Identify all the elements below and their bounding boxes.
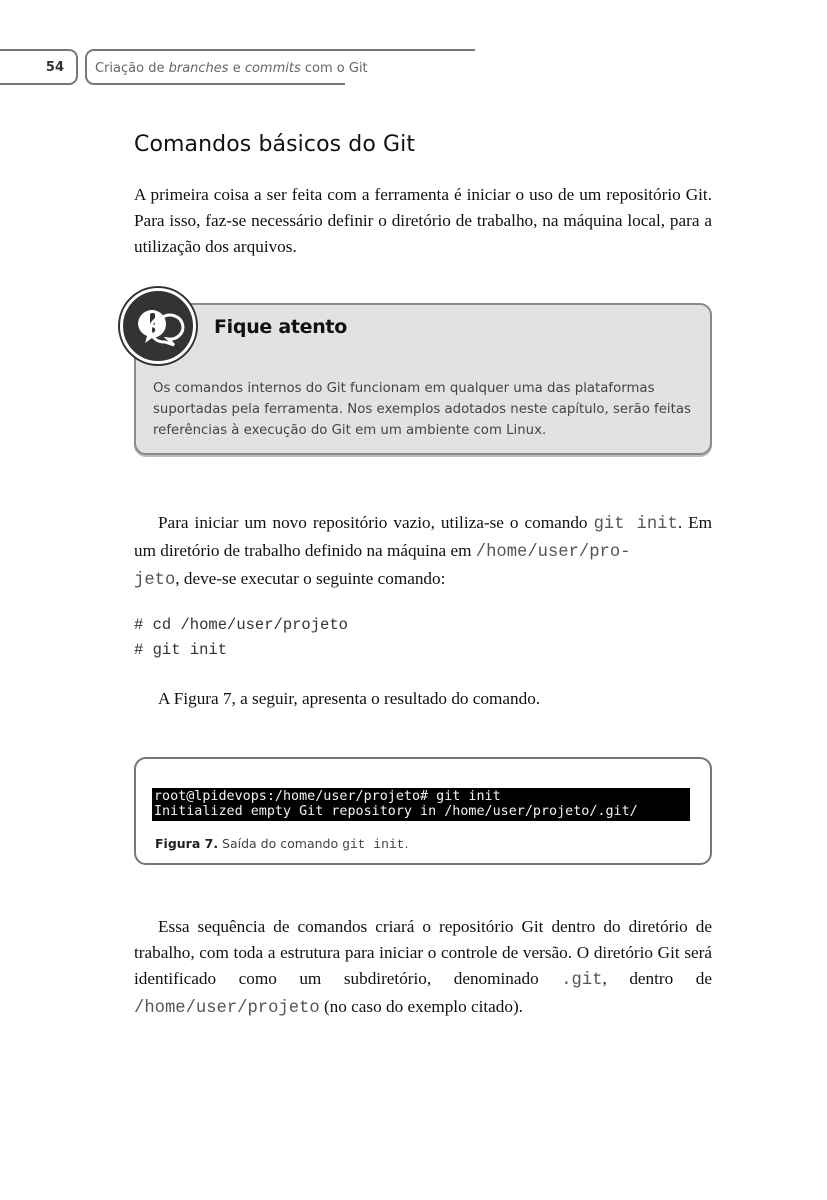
section-title: Comandos básicos do Git (134, 132, 416, 157)
code-line: # cd /home/user/projeto (134, 616, 348, 634)
text-run: , deve-se executar o seguinte comando: (175, 569, 446, 588)
text-run: Para iniciar um novo repositório vazio, utiliza-se o comando (158, 513, 594, 532)
inline-code: /home/user/pro- (475, 543, 631, 562)
header-divider-gap (345, 83, 485, 87)
terminal-line: root@lpidevops:/home/user/projeto# git init (154, 789, 501, 804)
body-paragraph (134, 914, 712, 1022)
code-line: # git init (134, 641, 228, 659)
page-number: 54 (0, 49, 78, 85)
text-run: . Em um diretório de trabalho definido na máquina em (134, 513, 712, 560)
caption-label: Figura 7. (155, 836, 219, 851)
body-paragraph: A Figura 7, a seguir, apresenta o resultado do comando. (158, 689, 541, 708)
callout-text: Os comandos internos do Git funcionam em qualquer uma das plataformas suportadas pela ferramenta. Nos exemplos adotados neste capítulo, serão feitas referências à execução do Git em um ambiente com Linux. (153, 381, 691, 438)
running-header (85, 49, 475, 85)
running-header-text: Criação de (95, 61, 169, 76)
running-header-emphasis: commits (244, 61, 301, 76)
terminal-output (152, 788, 690, 821)
callout-title: Fique atento (214, 316, 347, 338)
text-run: , dentro de (602, 969, 712, 988)
text-run: (no caso do exemplo citado). (319, 997, 523, 1016)
caption-text: Saída do comando (218, 836, 343, 851)
inline-code: jeto (134, 571, 176, 590)
inline-code: /home/user/projeto (134, 999, 320, 1018)
caption-text: . (404, 836, 409, 851)
inline-code: git init (342, 837, 405, 852)
intro-paragraph: A primeira coisa a ser feita com a ferramenta é iniciar o uso de um repositório Git. Para isso, faz-se necessário definir o diretório de trabalho, na máquina local, para a utilização dos arquivos. (134, 185, 712, 256)
exclamation-speech-icon (120, 288, 196, 364)
terminal-line: Initialized empty Git repository in /home/user/projeto/.git/ (154, 804, 638, 819)
running-header-text: com o Git (300, 61, 368, 76)
figure-caption (155, 836, 408, 852)
running-header-emphasis: branches (168, 61, 229, 76)
body-paragraph (134, 510, 712, 594)
running-header-text: e (228, 61, 245, 76)
inline-code: .git (561, 971, 603, 990)
inline-code: git init (593, 515, 678, 534)
text-run: Essa sequência de comandos criará o repositório Git dentro do diretório de trabalho, com toda a estrutura para iniciar o controle de versão. O diretório Git será identificado como um subdiretório, denominado (134, 917, 712, 988)
